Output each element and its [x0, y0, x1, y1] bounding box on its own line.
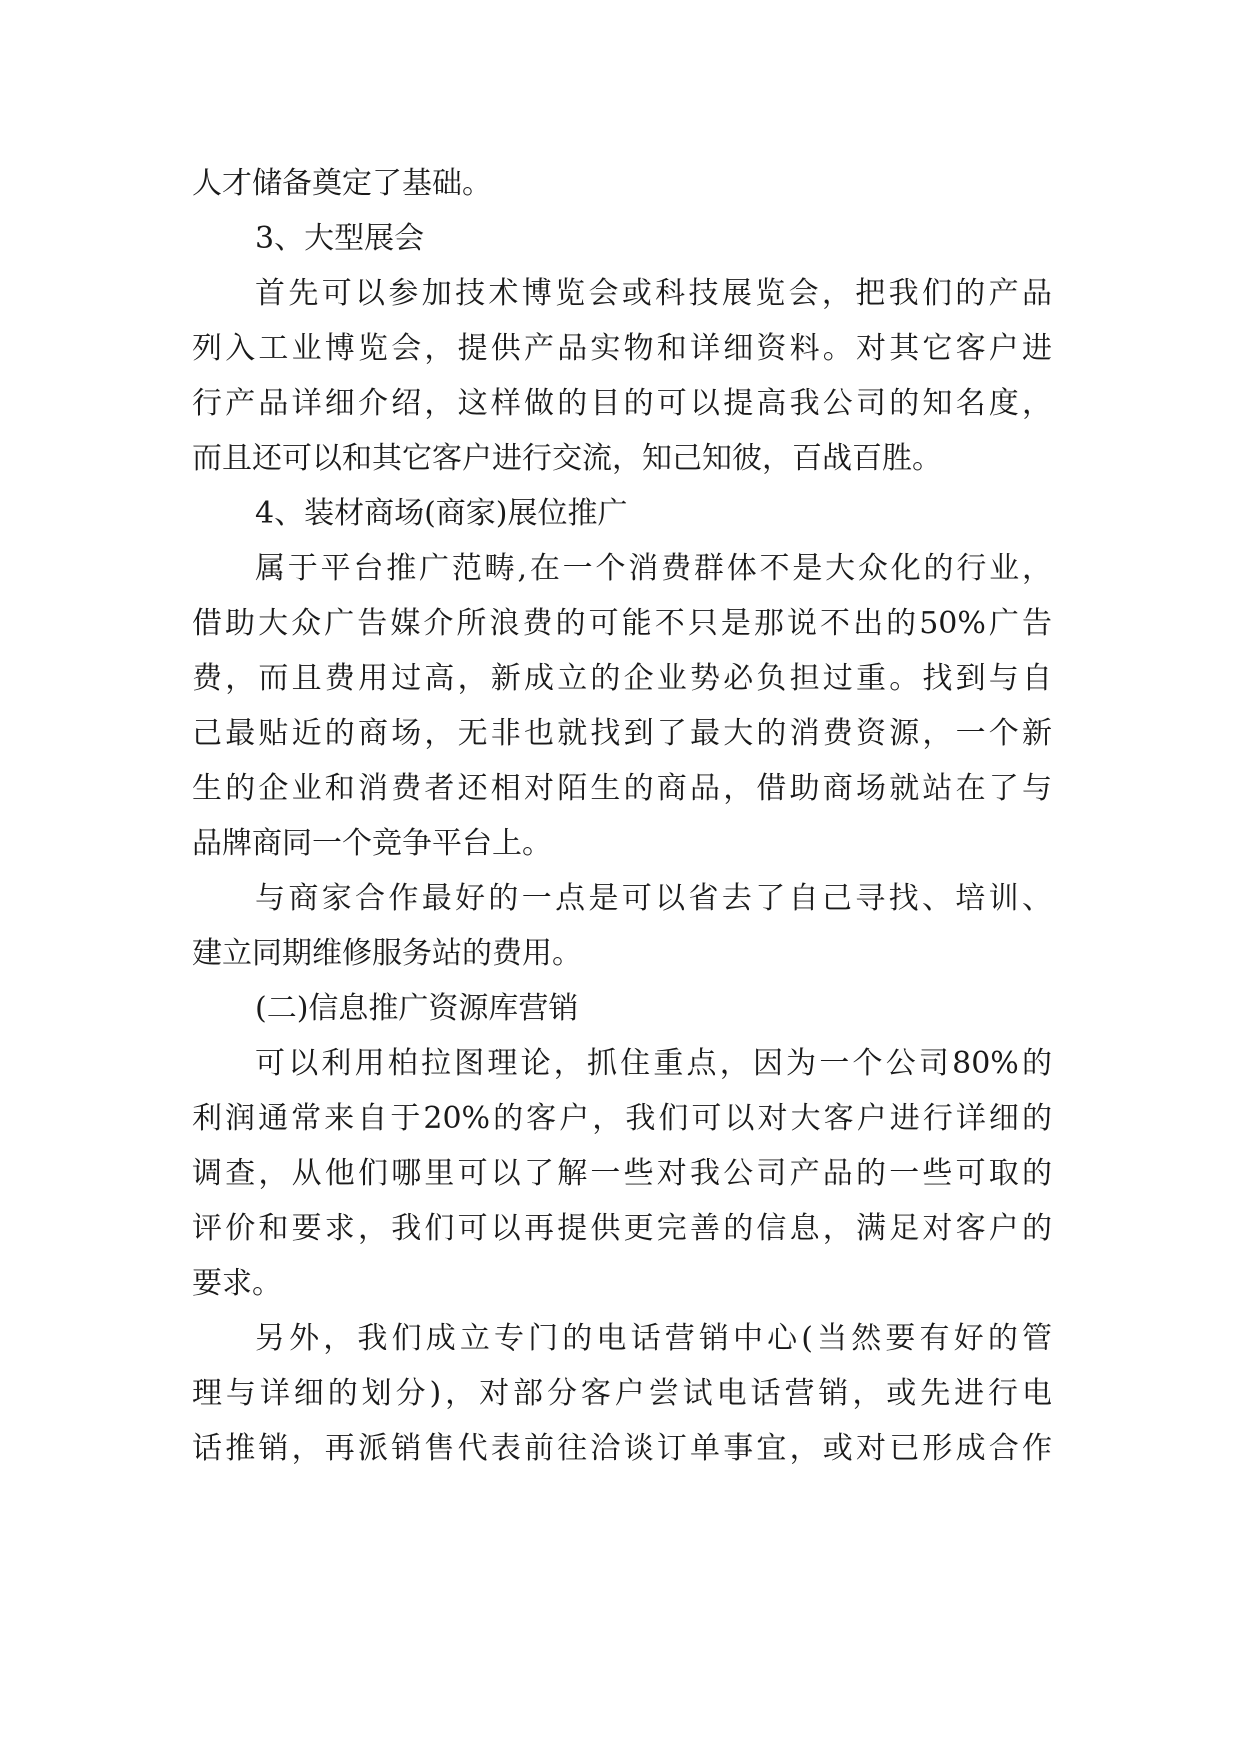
text-line: 人才储备奠定了基础。 [192, 166, 492, 201]
text-line: 属于平台推广范畴,在一个消费群体不是大众化的行业， [255, 551, 1052, 586]
text-line: 而且还可以和其它客户进行交流，知己知彼，百战百胜。 [192, 441, 942, 476]
text-line: 评价和要求，我们可以再提供更完善的信息，满足对客户的 [192, 1211, 1052, 1246]
text-line: 费，而且费用过高，新成立的企业势必负担过重。找到与自 [192, 661, 1052, 696]
text-line: 要求。 [192, 1266, 282, 1301]
text-line: 与商家合作最好的一点是可以省去了自己寻找、培训、 [255, 881, 1052, 916]
text-line: 行产品详细介绍，这样做的目的可以提高我公司的知名度， [192, 386, 1052, 421]
document-body [192, 156, 1052, 1476]
text-line: 利润通常来自于20%的客户，我们可以对大客户进行详细的 [192, 1101, 1052, 1136]
text-line: 建立同期维修服务站的费用。 [192, 936, 582, 971]
text-line: 列入工业博览会，提供产品实物和详细资料。对其它客户进 [192, 331, 1052, 366]
text-line: 另外，我们成立专门的电话营销中心(当然要有好的管 [255, 1321, 1052, 1356]
text-line: 借助大众广告媒介所浪费的可能不只是那说不出的50%广告 [192, 606, 1052, 641]
text-line: 话推销，再派销售代表前往洽谈订单事宜，或对已形成合作 [192, 1431, 1052, 1466]
text-line: 可以利用柏拉图理论，抓住重点，因为一个公司80%的 [255, 1046, 1052, 1081]
text-line: 首先可以参加技术博览会或科技展览会，把我们的产品 [255, 276, 1052, 311]
text-line: 4、装材商场(商家)展位推广 [255, 496, 628, 531]
text-line: 品牌商同一个竞争平台上。 [192, 826, 552, 861]
text-line: 己最贴近的商场，无非也就找到了最大的消费资源，一个新 [192, 716, 1052, 751]
text-line: 理与详细的划分)，对部分客户尝试电话营销，或先进行电 [192, 1376, 1052, 1411]
text-line: 生的企业和消费者还相对陌生的商品，借助商场就站在了与 [192, 771, 1052, 806]
text-line: 3、大型展会 [255, 221, 425, 256]
text-line: 调查，从他们哪里可以了解一些对我公司产品的一些可取的 [192, 1156, 1052, 1191]
text-line: (二)信息推广资源库营销 [255, 991, 579, 1026]
